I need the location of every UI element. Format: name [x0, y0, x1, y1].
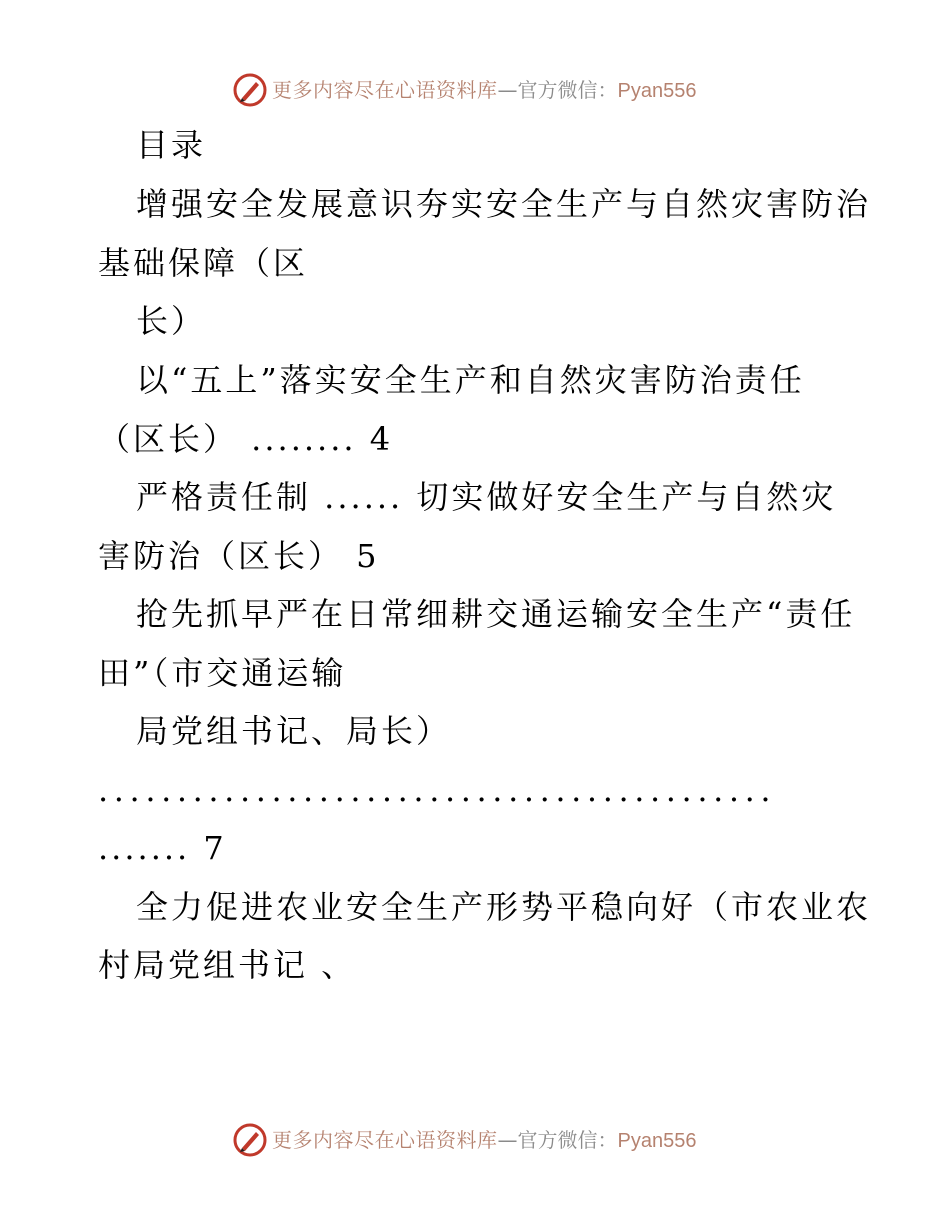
toc-line: 全力促进农业安全生产形势平稳向好（市农业农 — [136, 888, 872, 926]
banner-wechat-id: Pyan556 — [617, 80, 697, 102]
toc-line: 村局党组书记 、 — [98, 946, 357, 984]
toc-line: 增强安全发展意识夯实安全生产与自然灾害防治 — [136, 185, 872, 223]
toc-line: 长） — [136, 302, 207, 340]
banner-wechat-label: —官方微信： — [497, 1128, 618, 1152]
toc-line: 田”（市交通运输 — [98, 654, 347, 692]
pen-logo-icon — [232, 72, 268, 108]
banner-wechat-id: Pyan556 — [617, 1130, 697, 1152]
toc-leader-dots: ........................................... — [98, 771, 777, 809]
toc-line: 局党组书记、局长） — [136, 712, 452, 750]
toc-line: 抢先抓早严在日常细耕交通运输安全生产“责任 — [136, 595, 856, 633]
toc-line: （区长） ........ 4 — [98, 420, 394, 458]
toc-line: 严格责任制 ...... 切实做好安全生产与自然灾 — [136, 478, 837, 516]
banner-text — [272, 76, 696, 105]
toc-line: 基础保障（区 — [98, 244, 309, 282]
toc-line: 害防治（区长） 5 — [98, 537, 380, 575]
toc-title: 目录 — [136, 126, 207, 164]
banner-text — [272, 1126, 696, 1155]
banner-brand-text: 更多内容尽在心语资料库 — [272, 1128, 498, 1152]
banner-brand-text: 更多内容尽在心语资料库 — [272, 78, 498, 102]
pen-logo-icon — [232, 1122, 268, 1158]
toc-line: 以“五上”落实安全生产和自然灾害防治责任 — [136, 361, 805, 399]
banner-wechat-label: —官方微信： — [497, 78, 618, 102]
footer-banner — [0, 1120, 950, 1160]
header-banner — [0, 70, 950, 110]
toc-line: ....... 7 — [98, 829, 227, 867]
